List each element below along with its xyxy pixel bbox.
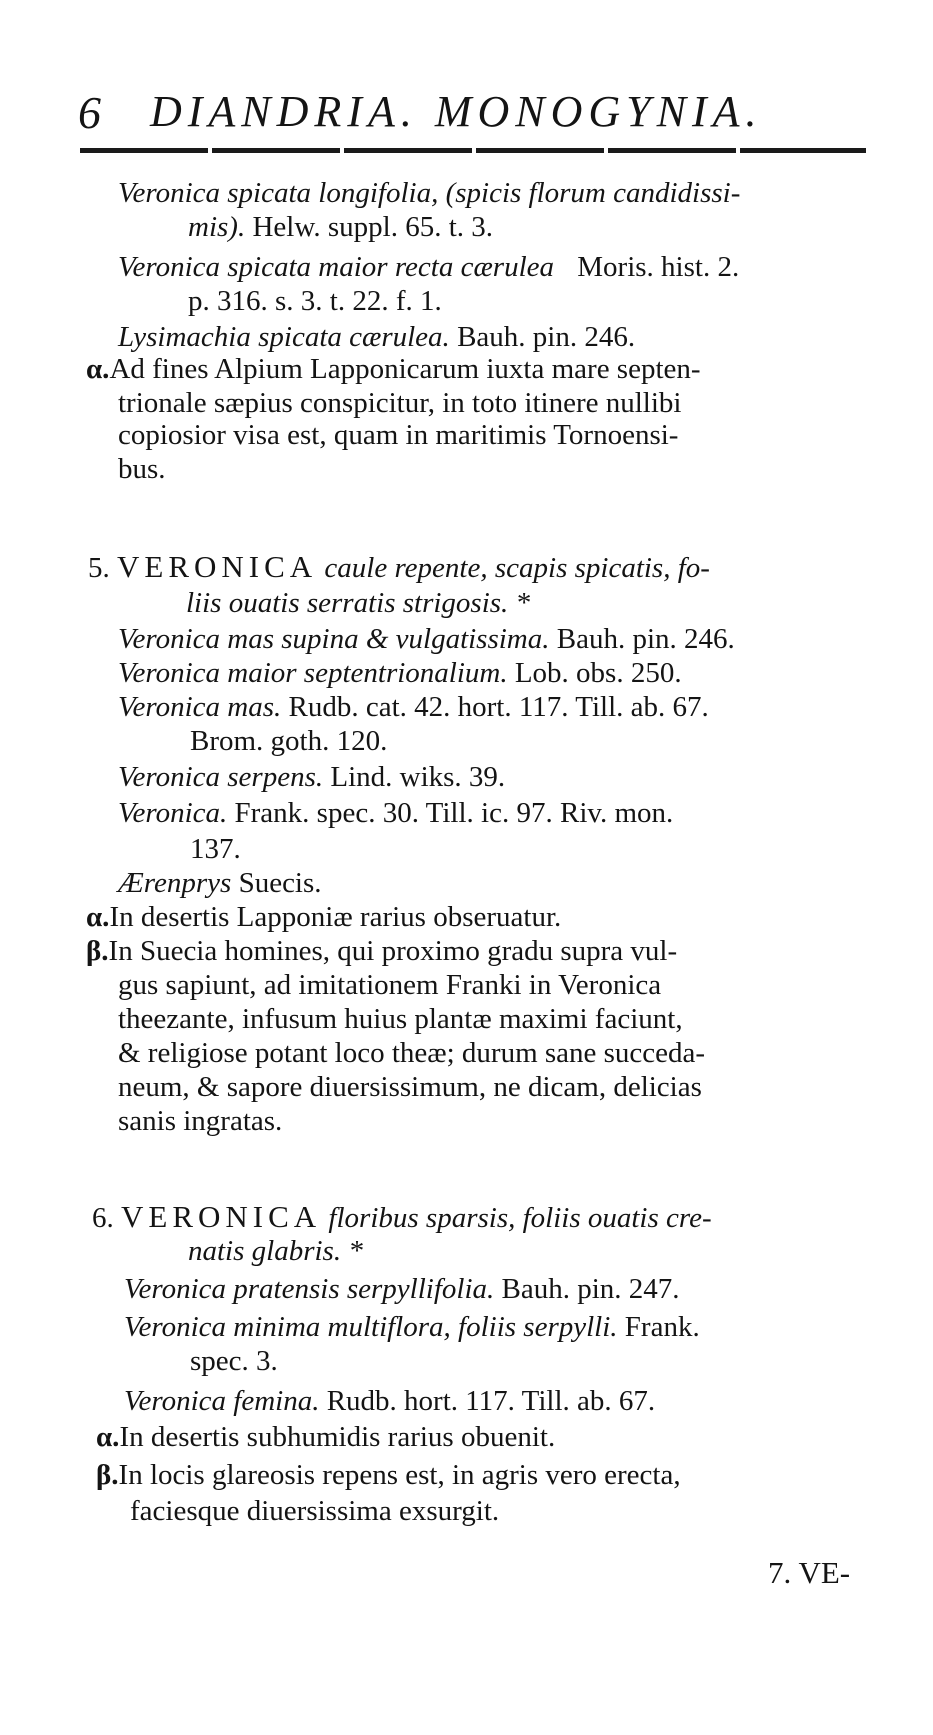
vernacular-name: Ærenprys	[118, 867, 232, 899]
note-text: Ad fines Alpium Lapponicarum iuxta mare septen-	[109, 353, 701, 385]
synonym-line	[118, 796, 673, 830]
synonym-line	[190, 832, 241, 866]
synonym-reference: spec. 3.	[190, 1345, 278, 1377]
species-heading	[88, 550, 710, 585]
page-number: 6	[78, 87, 101, 138]
synonym-reference: Bauh. pin. 246.	[556, 623, 735, 655]
synonym-name: Veronica femina.	[124, 1385, 320, 1417]
synonym-name: Veronica mas supina & vulgatissima.	[118, 623, 550, 655]
note-marker: β.	[86, 935, 109, 967]
note-line	[118, 386, 681, 420]
synonym-line	[188, 284, 442, 318]
synonym-reference: 137.	[190, 833, 241, 865]
species-number: 5.	[88, 552, 110, 584]
note-text: theezante, infusum huius plantæ maximi faciunt,	[118, 1003, 683, 1035]
note-line	[118, 1002, 683, 1036]
synonym-reference: Frank.	[624, 1311, 700, 1343]
synonym-line	[124, 1310, 700, 1344]
note-line	[86, 900, 561, 934]
note-marker: α.	[86, 353, 110, 385]
note-text: faciesque diuersissima exsurgit.	[130, 1495, 500, 1527]
genus-name: VERONICA	[121, 1199, 322, 1234]
synonym-line	[118, 250, 739, 284]
species-diagnosis: liis ouatis serratis strigosis. *	[186, 587, 531, 619]
note-line	[96, 1420, 555, 1454]
synonym-name: Lysimachia spicata cærulea.	[118, 321, 450, 353]
synonym-reference: Lob. obs. 250.	[514, 657, 682, 689]
note-marker: β.	[96, 1459, 119, 1491]
synonym-line	[124, 1272, 680, 1306]
synonym-name: Veronica minima multiflora, foliis serpylli.	[124, 1311, 618, 1343]
note-text: gus sapiunt, ad imitationem Franki in Veronica	[118, 969, 662, 1001]
note-text: neum, & sapore diuersissimum, ne dicam, delicias	[118, 1071, 702, 1103]
note-text: sanis ingratas.	[118, 1105, 283, 1137]
synonym-line	[190, 724, 387, 758]
synonym-line	[118, 760, 505, 794]
note-line	[96, 1458, 681, 1492]
genus-name: VERONICA	[117, 549, 318, 584]
note-text: & religiose potant loco theæ; durum sane succeda-	[118, 1037, 706, 1069]
note-line	[86, 934, 677, 968]
note-line	[86, 352, 701, 386]
note-text: trionale sæpius conspicitur, in toto itinere nullibi	[118, 387, 682, 419]
synonym-name: Veronica serpens.	[118, 761, 324, 793]
note-text: In desertis Lapponiæ rarius obseruatur.	[109, 901, 562, 933]
synonym-line	[188, 210, 493, 244]
page-header	[78, 86, 868, 146]
header-rule	[80, 148, 866, 153]
synonym-name: Veronica spicata maior recta cærulea	[118, 251, 555, 283]
catchword: 7. VE-	[768, 1555, 851, 1590]
synonym-reference: Rudb. hort. 117. Till. ab. 67.	[326, 1385, 656, 1417]
vernacular-line	[118, 866, 322, 900]
species-diagnosis: caule repente, scapis spicatis, fo-	[324, 552, 710, 584]
synonym-name: Veronica.	[118, 797, 228, 829]
running-head: DIANDRIA. MONOGYNIA.	[150, 87, 763, 136]
note-line	[118, 1104, 282, 1138]
note-text: In Suecia homines, qui proximo gradu supra vul-	[108, 935, 678, 967]
synonym-line	[190, 1344, 278, 1378]
synonym-line	[118, 320, 635, 354]
synonym-line	[118, 622, 735, 656]
synonym-line	[118, 690, 709, 724]
species-heading	[188, 1234, 363, 1268]
note-marker: α.	[86, 901, 110, 933]
species-number: 6.	[92, 1202, 114, 1234]
synonym-reference: Bauh. pin. 246.	[457, 321, 636, 353]
note-line	[130, 1494, 499, 1528]
synonym-reference: Lind. wiks. 39.	[330, 761, 506, 793]
synonym-line	[118, 656, 682, 690]
synonym-name: Veronica mas.	[118, 691, 282, 723]
species-diagnosis: natis glabris. *	[188, 1235, 363, 1267]
note-line	[118, 968, 661, 1002]
synonym-name: Veronica pratensis serpyllifolia.	[124, 1273, 495, 1305]
species-heading	[186, 586, 530, 620]
synonym-reference: Bauh. pin. 247.	[501, 1273, 680, 1305]
synonym-name: Veronica maior septentrionalium.	[118, 657, 508, 689]
note-line	[118, 1036, 705, 1070]
synonym-reference: Rudb. cat. 42. hort. 117. Till. ab. 67.	[288, 691, 709, 723]
note-line	[118, 418, 678, 452]
synonym-name: Veronica spicata longifolia, (spicis florum candidissi-	[118, 177, 741, 209]
species-heading	[92, 1200, 712, 1235]
synonym-reference: Moris. hist. 2.	[577, 251, 740, 283]
synonym-reference: Frank. spec. 30. Till. ic. 97. Riv. mon.	[234, 797, 674, 829]
note-line	[118, 452, 166, 486]
note-text: copiosior visa est, quam in maritimis Tornoensi-	[118, 419, 679, 451]
note-text: In desertis subhumidis rarius obuenit.	[119, 1421, 556, 1453]
synonym-reference: Brom. goth. 120.	[190, 725, 388, 757]
synonym-line	[124, 1384, 655, 1418]
note-marker: α.	[96, 1421, 120, 1453]
synonym-reference: Helw. suppl. 65. t. 3.	[252, 211, 494, 243]
note-text: bus.	[118, 453, 166, 485]
note-line	[118, 1070, 702, 1104]
synonym-line	[118, 176, 740, 210]
species-diagnosis: floribus sparsis, foliis ouatis cre-	[328, 1202, 712, 1234]
vernacular-language: Suecis.	[238, 867, 322, 899]
synonym-name: mis).	[188, 211, 246, 243]
synonym-reference: p. 316. s. 3. t. 22. f. 1.	[188, 285, 442, 317]
note-text: In locis glareosis repens est, in agris vero erecta,	[118, 1459, 681, 1491]
